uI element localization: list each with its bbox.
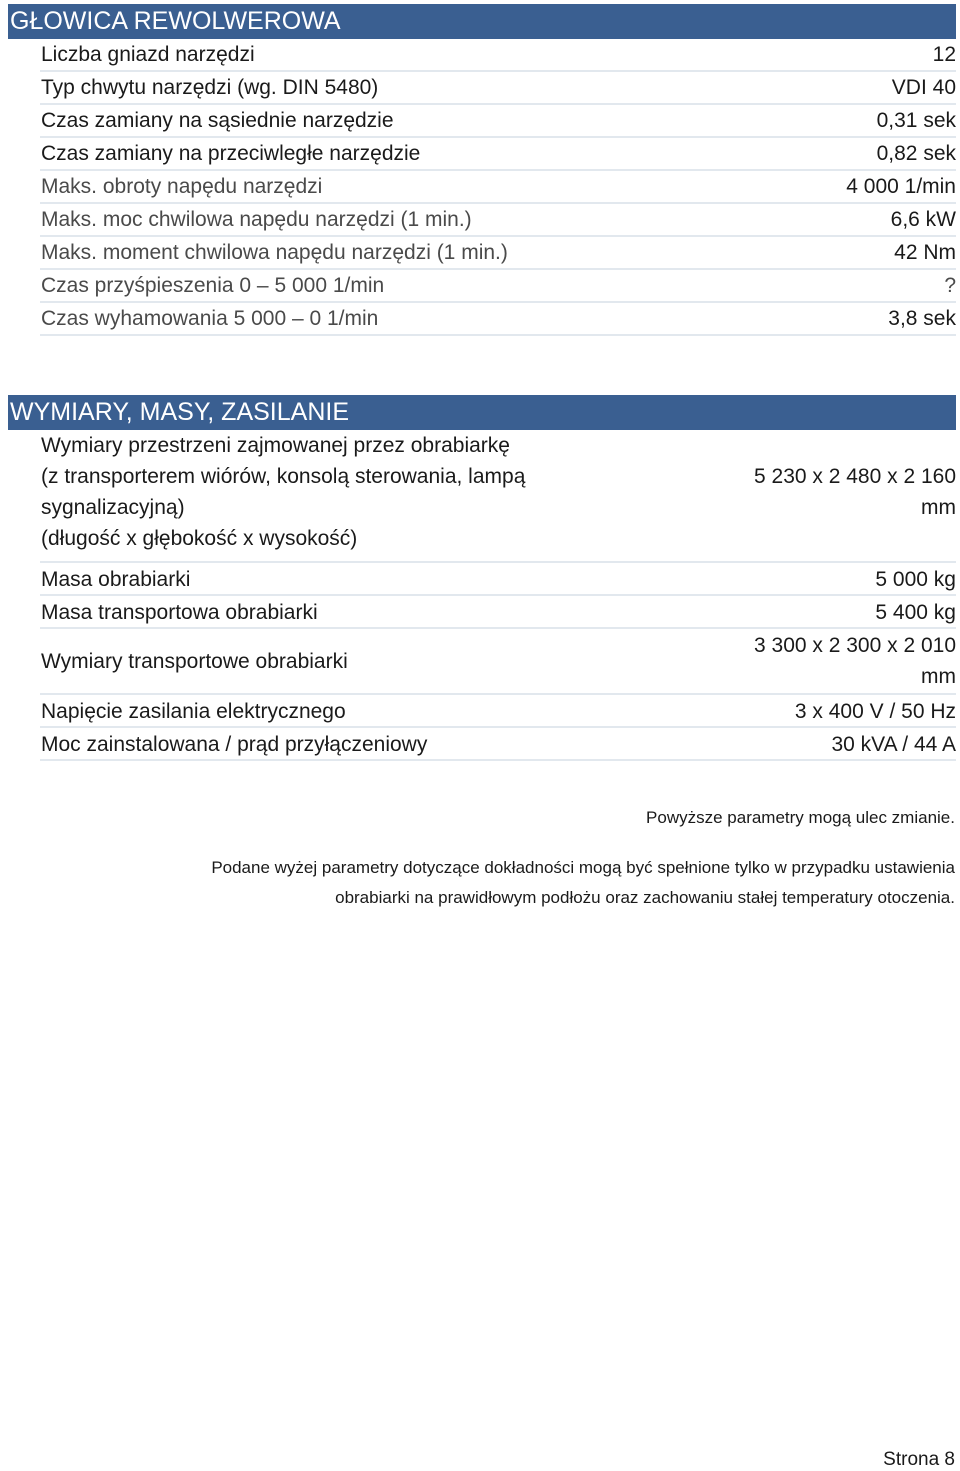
spec-value: 6,6 kW — [890, 208, 956, 231]
note-changes: Powyższe parametry mogą ulec zmianie. — [646, 808, 955, 827]
spec-row — [40, 303, 956, 336]
spec-value-line: 3 300 x 2 300 x 2 010 — [754, 634, 956, 657]
spec-value-line: mm — [921, 665, 956, 688]
spec-label: Maks. moment chwilowa napędu narzędzi (1 min.) — [41, 241, 508, 264]
spec-label: Czas wyhamowania 5 000 – 0 1/min — [41, 307, 379, 330]
spec-label: Napięcie zasilania elektrycznego — [41, 700, 346, 723]
spec-label: Masa transportowa obrabiarki — [41, 601, 318, 624]
spec-row-space — [40, 430, 956, 563]
spec-value: 42 Nm — [894, 241, 956, 264]
spec-value: 5 000 kg — [875, 568, 956, 591]
spec-value: 4 000 1/min — [846, 175, 956, 198]
spec-label: Maks. obroty napędu narzędzi — [41, 175, 323, 198]
spec-row — [40, 563, 956, 596]
dimensions-section-title: WYMIARY, MASY, ZASILANIE — [8, 395, 956, 430]
turret-section — [8, 4, 956, 336]
spec-label-line: (długość x głębokość x wysokość) — [41, 527, 358, 550]
spec-row — [40, 171, 956, 204]
spec-row — [40, 629, 956, 695]
note-accuracy-line2: obrabiarki na prawidłowym podłożu oraz zachowaniu stałej temperatury otoczenia. — [335, 888, 955, 907]
spec-row — [40, 39, 956, 72]
spec-row — [40, 138, 956, 171]
spec-label: Wymiary transportowe obrabiarki — [41, 650, 348, 673]
spec-label: Masa obrabiarki — [41, 568, 191, 591]
spec-row — [40, 270, 956, 303]
spec-row — [40, 72, 956, 105]
spec-row — [40, 105, 956, 138]
spec-label: Liczba gniazd narzędzi — [41, 43, 255, 66]
spec-value: 3 x 400 V / 50 Hz — [794, 700, 956, 723]
spec-label: Maks. moc chwilowa napędu narzędzi (1 min.) — [41, 208, 472, 231]
dimensions-section — [8, 395, 956, 761]
turret-section-title: GŁOWICA REWOLWEROWA — [8, 4, 956, 39]
spec-row — [40, 728, 956, 761]
spec-value-line: 5 230 x 2 480 x 2 160 — [754, 465, 956, 488]
spec-value: 5 400 kg — [875, 601, 956, 624]
spec-label-line: sygnalizacyjną) — [41, 496, 185, 519]
spec-label: Czas zamiany na przeciwległe narzędzie — [41, 142, 421, 165]
spec-label-line: (z transporterem wiórów, konsolą sterowania, lampą — [41, 465, 526, 488]
spec-label: Typ chwytu narzędzi (wg. DIN 5480) — [41, 76, 379, 99]
spec-label-line: Wymiary przestrzeni zajmowanej przez obrabiarkę — [41, 434, 510, 457]
spec-value: 0,82 sek — [876, 142, 956, 165]
spec-label: Czas zamiany na sąsiednie narzędzie — [41, 109, 394, 132]
spec-row — [40, 237, 956, 270]
note-accuracy-line1: Podane wyżej parametry dotyczące dokładności mogą być spełnione tylko w przypadku ustawienia — [211, 858, 955, 877]
page-number: Strona 8 — [883, 1449, 955, 1470]
spec-label: Czas przyśpieszenia 0 – 5 000 1/min — [41, 274, 385, 297]
spec-row — [40, 596, 956, 629]
spec-value: VDI 40 — [891, 76, 956, 99]
spec-value: 12 — [932, 43, 956, 66]
spec-value: ? — [944, 274, 956, 297]
spec-value-line: mm — [921, 496, 956, 519]
spec-label: Moc zainstalowana / prąd przyłączeniowy — [41, 733, 428, 756]
spec-value: 0,31 sek — [876, 109, 956, 132]
spec-value: 3,8 sek — [888, 307, 956, 330]
spec-value: 30 kVA / 44 A — [831, 733, 956, 756]
spec-row — [40, 695, 956, 728]
spec-row — [40, 204, 956, 237]
